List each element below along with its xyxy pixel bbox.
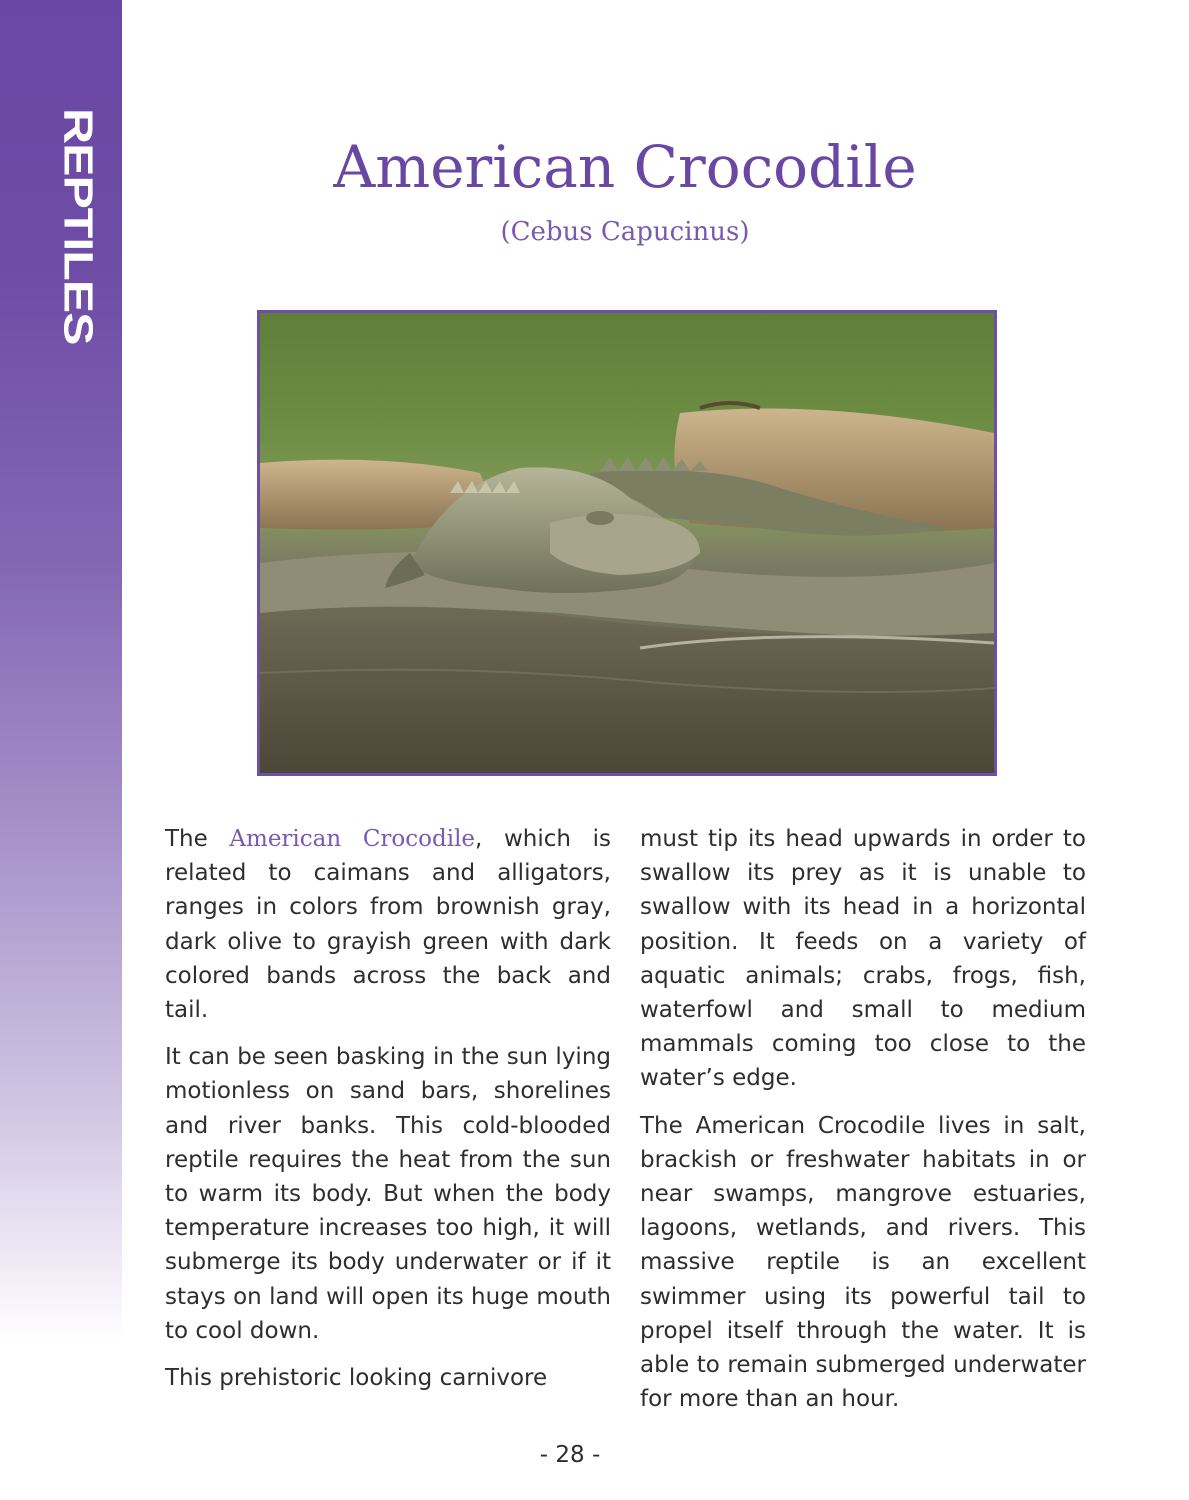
highlight-name: American Crocodile: [229, 826, 476, 852]
section-side-tab: [0, 0, 122, 1340]
paragraph-3: This prehistoric looking carnivore: [165, 1365, 548, 1392]
paragraph-1: [165, 822, 611, 1027]
paragraph-1-rest: , which is related to caimans and alligators, ranges in colors from brownish gray, dark olive to grayish green with dark colored bands across the back and tail.: [165, 826, 611, 1024]
scientific-name: (Cebus Capucinus): [500, 217, 750, 247]
section-label: REPTILES: [55, 108, 102, 345]
page-number: - 28 -: [539, 1442, 601, 1468]
crocodile-photo: [257, 310, 997, 776]
paragraph-5: The American Crocodile lives in salt, brackish or freshwater habitats in or near swamps, mangrove estuaries, lagoons, wetlands, and rivers. This massive reptile is an excellent swimmer using its powerful tail to propel itself through the water. It is able to remain submerged underwater for more than an hour.: [640, 1112, 1086, 1413]
body-column-right: [640, 822, 1086, 1429]
paragraph-1-intro: The: [165, 826, 230, 852]
paragraph-2: It can be seen basking in the sun lying motionless on sand bars, shorelines and river banks. This cold-blooded reptile requires the heat from the sun to warm its body. But when the body temperature increases too high, it will submerge its body underwater or if it stays on land will open its huge mouth to cool down.: [165, 1044, 611, 1344]
body-column-left: [165, 822, 611, 1408]
page-title: American Crocodile: [333, 133, 917, 201]
paragraph-4: must tip its head upwards in order to swallow its prey as it is unable to swallow with its head in a horizontal position. It feeds on a variety of aquatic animals; crabs, frogs, fish, waterfowl and small to medium mammals coming too close to the water’s edge.: [640, 826, 1086, 1092]
